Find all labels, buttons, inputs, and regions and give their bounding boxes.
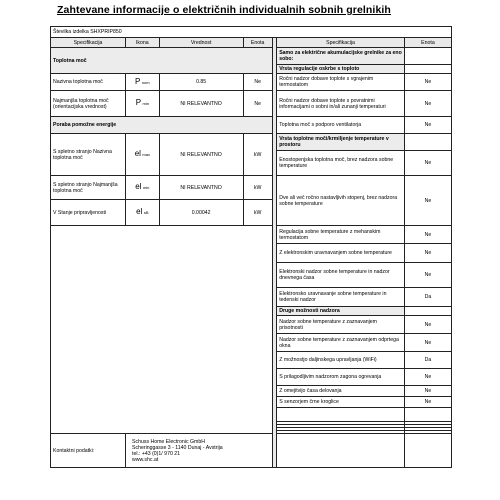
other-header: Druge možnosti nadzora: [277, 307, 405, 316]
accum-subheader: Vrsta regulacije oskrbe s toploto: [277, 65, 405, 74]
elmax-symbol-sub: max: [142, 152, 150, 157]
t5-spec: Elektronski nadzor sobne temperature in nadzor dnevnega časa: [277, 263, 405, 288]
header-spec: Specifikacija: [51, 38, 126, 48]
elmax-symbol: el: [134, 149, 141, 158]
contact-details: [126, 434, 273, 468]
t2-spec: Dve ali več ročno nastavljivih stopenj, brez nadzora sobne temperature: [277, 176, 405, 226]
elsb-spec: V Stanje pripravljenosti: [51, 200, 126, 226]
o6-spec: S senzorjem črne kroglice: [277, 397, 405, 408]
elmin-symbol: el: [135, 182, 142, 191]
elmin-icon: [126, 176, 160, 200]
minimal-icon: [126, 91, 160, 117]
t1-spec: Enostopenjska toplotna moč, brez nadzora sobne temperature: [277, 151, 405, 176]
o3-value: Da: [404, 352, 451, 369]
header-spec-right: Specifikacija: [277, 38, 405, 48]
nominal-spec: Nazivna toplotna moč: [51, 74, 126, 91]
accum-header: Samo za električne akumulacijske grelnike za eno sobo:: [277, 48, 405, 65]
t4-value: Ne: [404, 244, 451, 263]
contact-address: Scheringgasse 3 - 1140 Dunaj - Avstrija: [132, 444, 223, 451]
t3-spec: Regulacija sobne temperature z mehanskim termostatom: [277, 226, 405, 244]
elmax-unit: kW: [243, 134, 272, 176]
minimal-symbol-sub: min: [142, 101, 149, 106]
elmin-spec: S spletno stranjo Najmanjša toplotna moč: [51, 176, 126, 200]
t1-value: Ne: [404, 151, 451, 176]
nominal-symbol: P: [135, 76, 141, 86]
t5-value: Ne: [404, 263, 451, 288]
elmin-symbol-sub: min: [142, 185, 150, 190]
elsb-icon: [126, 200, 160, 226]
o1-spec: Nadzor sobne temperature z zaznavanjem prisotnosti: [277, 316, 405, 334]
o4-spec: S prilagodljivim nadzorom zagona ogrevanja: [277, 369, 405, 386]
elsb-unit: kW: [243, 200, 272, 226]
o1-value: Ne: [404, 316, 451, 334]
type-header: Vrsta toplotne moči/krmiljenje temperature v prostoru: [277, 134, 405, 151]
r2-spec: Ročni nadzor dobave toplote s povratnimi informacijami o sobni in/ali zunanji temperaturi: [277, 91, 405, 117]
model-number: Številka izdelka SHXPRIP850: [51, 27, 452, 38]
elsb-symbol-sub: sB: [143, 210, 149, 215]
o5-value: Ne: [404, 386, 451, 397]
minimal-value: NI RELEVANTNO: [159, 91, 243, 117]
elmax-spec: S spletno stranjo Nazivna toplotna moč: [51, 134, 126, 176]
section-aux-power: Poraba pomožne energije: [51, 117, 273, 134]
header-value: Vrednost: [159, 38, 243, 48]
spec-table: [50, 26, 452, 468]
nominal-symbol-sub: nom: [141, 79, 150, 85]
o2-value: Ne: [404, 334, 451, 352]
contact-label: Kontaktni podatki:: [51, 434, 126, 468]
t6-spec: Elektronsko uravnavanje sobne temperature in tedenski nadzor: [277, 288, 405, 307]
t2-value: Ne: [404, 176, 451, 226]
o3-spec: Z možnostjo daljinskega upravljanja (WiFi): [277, 352, 405, 369]
document-title: Zahtevane informacije o električnih individualnih sobnih grelnikih: [57, 4, 391, 16]
r2-value: Ne: [404, 91, 451, 117]
header-unit: Enota: [243, 38, 272, 48]
r1-value: Ne: [404, 74, 451, 91]
minimal-symbol: P: [135, 98, 142, 107]
minimal-unit: Ne: [243, 91, 272, 117]
header-unit-right: Enota: [404, 38, 451, 48]
left-empty-area: [51, 226, 273, 434]
t6-value: Da: [404, 288, 451, 307]
t4-spec: Z elektronskim uravnavanjem sobne temperature: [277, 244, 405, 263]
contact-company: Schuss Home Electronic GmbH: [132, 438, 205, 445]
elmin-value: NI RELEVANTNO: [159, 176, 243, 200]
nominal-icon: [126, 74, 160, 91]
elmax-value: NI RELEVANTNO: [159, 134, 243, 176]
r1-spec: Ročni nadzor dobave toplote s vgrajenim termostatom: [277, 74, 405, 91]
o5-spec: Z omejitvijo časa delovanja: [277, 386, 405, 397]
minimal-spec: Najmanjša toplotna moč (orientacijska vrednost): [51, 91, 126, 117]
elsb-value: 0.00042: [159, 200, 243, 226]
r3-value: Ne: [404, 117, 451, 134]
o2-spec: Nadzor sobne temperature z zaznavanjem odprtega okna: [277, 334, 405, 352]
o4-value: Ne: [404, 369, 451, 386]
section-heat-output: Toplotna moč: [51, 48, 273, 74]
elmin-unit: kW: [243, 176, 272, 200]
elsb-symbol: el: [136, 207, 143, 216]
t3-value: Ne: [404, 226, 451, 244]
nominal-value: 0.85: [159, 74, 243, 91]
nominal-unit: Ne: [243, 74, 272, 91]
r3-spec: Toplotna moč s podporo ventilatorja: [277, 117, 405, 134]
header-icon: Ikona: [126, 38, 160, 48]
elmax-icon: [126, 134, 160, 176]
contact-web[interactable]: www.shc.at: [132, 456, 159, 463]
contact-phone: tel.: +43 (0)1/ 970 21: [132, 450, 181, 457]
o6-value: Ne: [404, 397, 451, 408]
